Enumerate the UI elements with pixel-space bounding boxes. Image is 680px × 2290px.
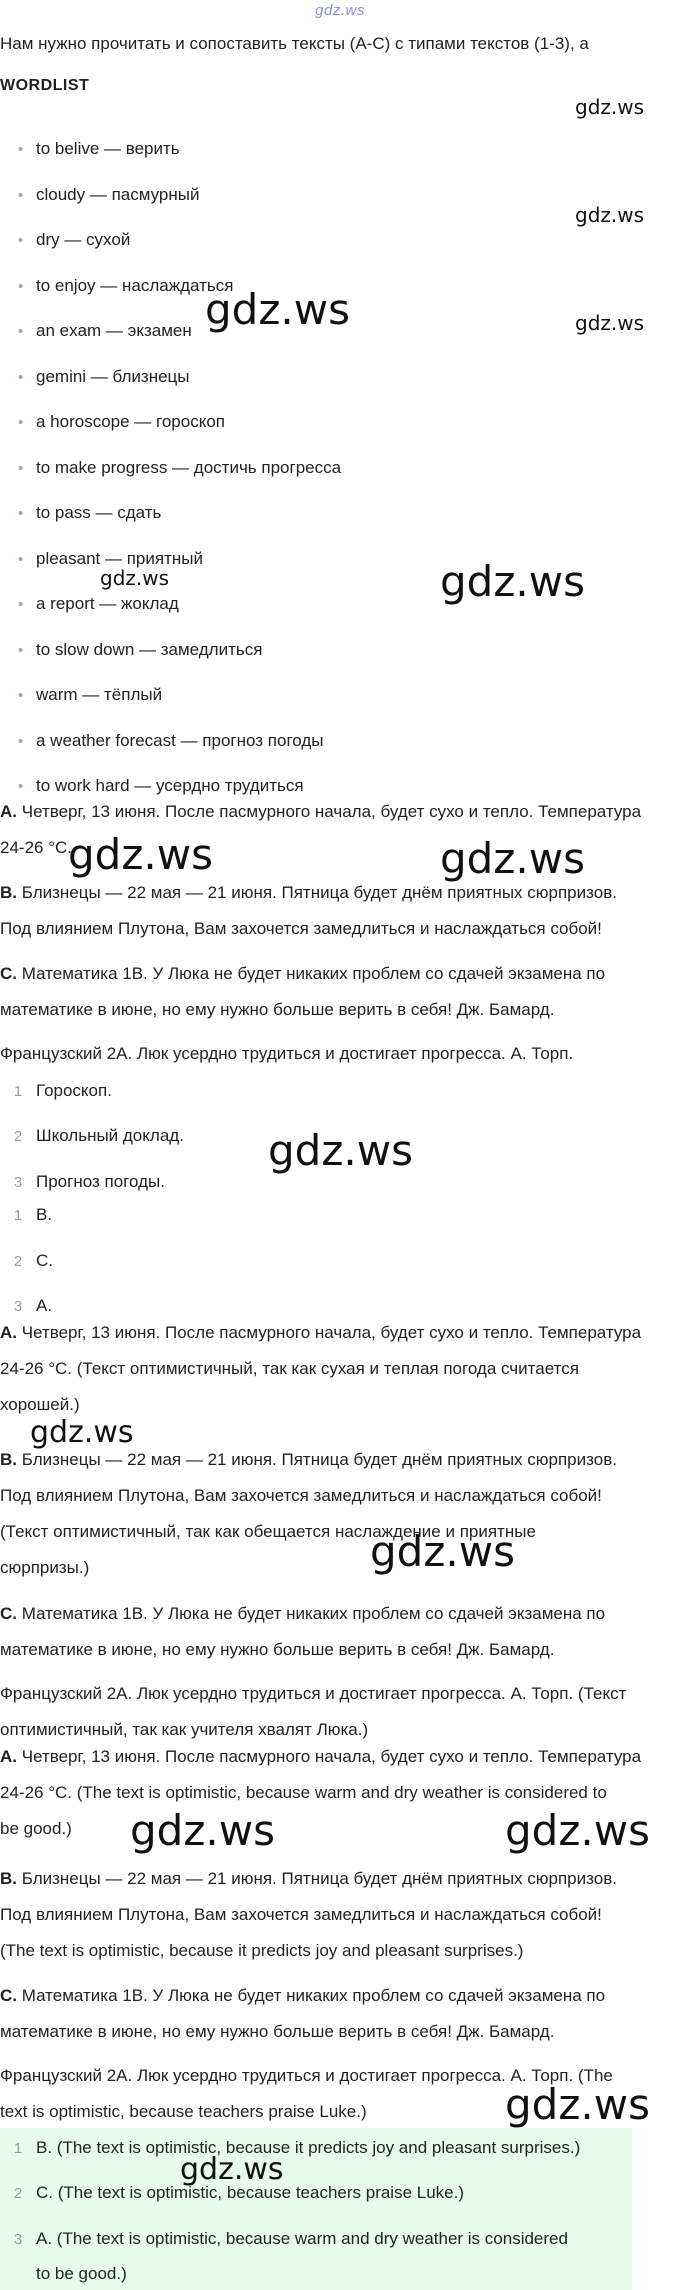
list-item: 3 A. (The text is optimistic, because warm and dry weather is considered: [13, 2229, 568, 2248]
text-c-line: математике в июне, но ему нужно больше верить в себя! Дж. Бамард.: [0, 1000, 555, 1019]
text-b-line: сюрпризы.): [0, 1558, 90, 1577]
watermark: gdz.ws: [180, 2152, 284, 2187]
bullet-icon: •: [18, 460, 24, 477]
text-b-line: Под влиянием Плутона, Вам захочется замедлиться и наслаждаться собой!: [0, 1905, 602, 1924]
text-a-line: A. Четверг, 13 июня. После пасмурного начала, будет сухо и тепло. Температура: [0, 1323, 642, 1342]
watermark: gdz.ws: [205, 285, 350, 334]
text-a-line: 24-26 °C. (Текст оптимистичный, так как сухая и теплая погода считается: [0, 1359, 579, 1378]
list-item: • warm — тёплый: [18, 683, 162, 708]
list-item: • to make progress — достичь прогресса: [18, 456, 341, 481]
list-item: • pleasant — приятный: [18, 547, 203, 572]
text-c-line: C. Математика 1B. У Люка не будет никаких проблем со сдачей экзамена по: [0, 1604, 606, 1623]
bullet-icon: •: [18, 278, 24, 295]
french-line: Французский 2A. Люк усердно трудиться и достигает прогресса. А. Торп. (The: [0, 2066, 613, 2085]
list-item: 1 B. (The text is optimistic, because it predicts joy and pleasant surprises.): [13, 2138, 581, 2157]
bullet-icon: •: [18, 414, 24, 431]
french-line: text is optimistic, because teachers praise Luke.): [0, 2102, 367, 2121]
watermark: gdz.ws: [505, 1806, 650, 1855]
list-item: • a report — жоклад: [18, 592, 179, 617]
bullet-icon: •: [18, 232, 24, 249]
intro-text: Нам нужно прочитать и сопоставить тексты (A-C) с типами текстов (1-3), а: [0, 34, 589, 53]
watermark: gdz.ws: [575, 311, 645, 335]
watermark: gdz.ws: [268, 1126, 413, 1175]
list-item: • a weather forecast — прогноз погоды: [18, 729, 324, 754]
french-line: Французский 2A. Люк усердно трудиться и достигает прогресса. А. Торп. (Текст: [0, 1684, 627, 1703]
watermark: gdz.ws: [68, 830, 213, 879]
bullet-icon: •: [18, 323, 24, 340]
bullet-icon: •: [18, 596, 24, 613]
text-a-line: A. Четверг, 13 июня. После пасмурного начала, будет сухо и тепло. Температура: [0, 1747, 642, 1766]
text-b-line: B. Близнецы — 22 мая — 21 июня. Пятница будет днём приятных сюрпризов.: [0, 883, 617, 902]
wordlist-heading: WORDLIST: [0, 77, 90, 94]
bullet-icon: •: [18, 141, 24, 158]
watermark: gdz.ws: [440, 834, 585, 883]
text-c-line: C. Математика 1B. У Люка не будет никаких проблем со сдачей экзамена по: [0, 1986, 606, 2005]
watermark: gdz.ws: [505, 2080, 650, 2129]
text-c-line: математике в июне, но ему нужно больше верить в себя! Дж. Бамард.: [0, 2022, 555, 2041]
text-c-line: C. Математика 1B. У Люка не будет никаких проблем со сдачей экзамена по: [0, 964, 606, 983]
bullet-icon: •: [18, 369, 24, 386]
watermark: gdz.ws: [30, 1415, 134, 1450]
list-item: • cloudy — пасмурный: [18, 183, 200, 208]
text-b-line: (Текст оптимистичный, так как обещается наслаждение и приятные: [0, 1522, 536, 1541]
bullet-icon: •: [18, 187, 24, 204]
watermark: gdz.ws: [575, 95, 645, 119]
list-item: • an exam — экзамен: [18, 319, 192, 344]
watermark: gdz.ws: [100, 566, 170, 590]
text-c-line: математике в июне, но ему нужно больше верить в себя! Дж. Бамард.: [0, 1640, 555, 1659]
list-item: 1 Гороскоп.: [13, 1081, 112, 1100]
list-item: 3 A.: [13, 1296, 53, 1315]
list-item: 2 C. (The text is optimistic, because teachers praise Luke.): [13, 2183, 465, 2202]
text-b-line: B. Близнецы — 22 мая — 21 июня. Пятница будет днём приятных сюрпризов.: [0, 1869, 617, 1888]
text-a-line: A. Четверг, 13 июня. После пасмурного начала, будет сухо и тепло. Температура: [0, 802, 642, 821]
list-item: • to enjoy — наслаждаться: [18, 274, 233, 299]
watermark: gdz.ws: [370, 1527, 515, 1576]
list-item: 3 Прогноз погоды.: [13, 1172, 165, 1191]
bullet-icon: •: [18, 642, 24, 659]
bullet-icon: •: [18, 505, 24, 522]
french-line: оптимистичный, так как учителя хвалят Люка.): [0, 1720, 369, 1739]
site-logo[interactable]: gdz.ws: [315, 2, 365, 19]
watermark: gdz.ws: [575, 203, 645, 227]
list-item: • to pass — сдать: [18, 501, 161, 526]
list-item: to be good.): [36, 2264, 127, 2283]
text-b-line: B. Близнецы — 22 мая — 21 июня. Пятница будет днём приятных сюрпризов.: [0, 1450, 617, 1469]
list-item: 2 Школьный доклад.: [13, 1126, 184, 1145]
bullet-icon: •: [18, 687, 24, 704]
text-a-line: be good.): [0, 1819, 72, 1838]
list-item: • to belive — верить: [18, 137, 180, 162]
list-item: • to slow down — замедлиться: [18, 638, 262, 663]
text-a-line: 24-26 °C.: [0, 838, 73, 857]
text-b-line: Под влиянием Плутона, Вам захочется замедлиться и наслаждаться собой!: [0, 919, 602, 938]
list-item: 1 B.: [13, 1205, 53, 1224]
bullet-icon: •: [18, 733, 24, 750]
list-item: • dry — сухой: [18, 228, 130, 253]
list-item: • to work hard — усердно трудиться: [18, 774, 304, 799]
bullet-icon: •: [18, 551, 24, 568]
french-line: Французский 2A. Люк усердно трудиться и достигает прогресса. А. Торп.: [0, 1044, 574, 1063]
watermark: gdz.ws: [440, 557, 585, 606]
list-item: 2 C.: [13, 1251, 53, 1270]
text-a-line: 24-26 °C. (The text is optimistic, because warm and dry weather is considered to: [0, 1783, 607, 1802]
text-b-line: (The text is optimistic, because it predicts joy and pleasant surprises.): [0, 1941, 524, 1960]
list-item: • a horoscope — гороскоп: [18, 410, 225, 435]
list-item: • gemini — близнецы: [18, 365, 190, 390]
bullet-icon: •: [18, 778, 24, 795]
text-a-line: хорошей.): [0, 1395, 80, 1414]
watermark: gdz.ws: [130, 1806, 275, 1855]
text-b-line: Под влиянием Плутона, Вам захочется замедлиться и наслаждаться собой!: [0, 1486, 602, 1505]
